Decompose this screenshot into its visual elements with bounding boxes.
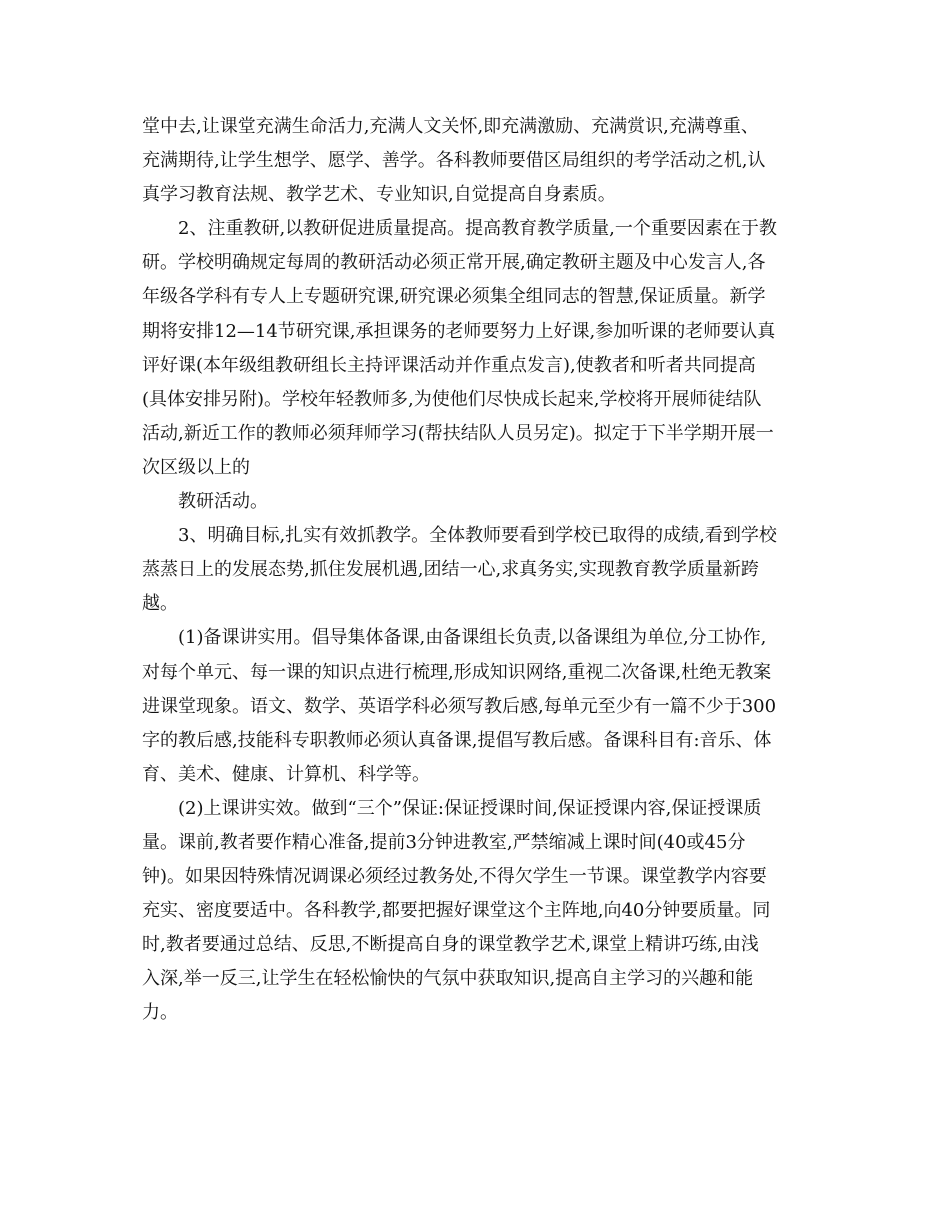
text-line: 堂中去,让课堂充满生命活力,充满人文关怀,即充满激励、充满赏识,充满尊重、 — [142, 116, 759, 137]
text-line: 充满期待,让学生想学、愿学、善学。各科教师要借区局组织的考学活动之机,认 — [142, 150, 766, 172]
text-line: 评好课(本年级组教研组长主持评课活动并作重点发言),使教者和听者共同提高 — [142, 354, 756, 376]
text-line: 期将安排12—14节研究课,承担课务的老师要努力上好课,参加听课的老师要认真 — [142, 320, 776, 342]
text-line: (2)上课讲实效。做到“三个”保证:保证授课时间,保证授课内容,保证授课质 — [178, 797, 762, 819]
text-line: 进课堂现象。语文、数学、英语学科必须写教后感,每单元至少有一篇不少于300 — [142, 695, 777, 717]
text-line: 钟)。如果因特殊情况调课必须经过教务处,不得欠学生一节课。课堂教学内容要 — [142, 866, 767, 888]
text-line: 年级各学科有专人上专题研究课,研究课必须集全组同志的智慧,保证质量。新学 — [142, 286, 766, 308]
text-line: 入深,举一反三,让学生在轻松愉快的气氛中获取知识,提高自主学习的兴趣和能 — [142, 968, 754, 990]
text-line: 真学习教育法规、教学艺术、专业知识,自觉提高自身素质。 — [142, 184, 616, 206]
text-line: 时,教者要通过总结、反思,不断提高自身的课堂教学艺术,课堂上精讲巧练,由浅 — [142, 934, 759, 956]
text-line: 育、美术、健康、计算机、科学等。 — [142, 763, 430, 785]
text-line: 充实、密度要适中。各科教学,都要把握好课堂这个主阵地,向40分钟要质量。同 — [142, 900, 771, 922]
text-line: 2、注重教研,以教研促进质量提高。提高教育教学质量,一个重要因素在于教 — [178, 218, 777, 240]
text-line: 对每个单元、每一课的知识点进行梳理,形成知识网络,重视二次备课,杜绝无教案 — [142, 661, 772, 683]
text-line: 活动,新近工作的教师必须拜师学习(帮扶结队人员另定)。拟定于下半学期开展一 — [142, 422, 774, 444]
text-line: 蒸蒸日上的发展态势,抓住发展机遇,团结一心,求真务实,实现教育教学质量新跨 — [142, 559, 759, 581]
text-line: 研。学校明确规定每周的教研活动必须正常开展,确定教研主题及中心发言人,各 — [142, 252, 766, 274]
text-line: 教研活动。 — [178, 491, 268, 513]
text-line: (1)备课讲实用。倡导集体备课,由备课组长负责,以备课组为单位,分工协作, — [178, 627, 767, 649]
text-line: 字的教后感,技能科专职教师必须认真备课,提倡写教后感。备课科目有:音乐、体 — [142, 729, 772, 751]
text-line: 次区级以上的 — [142, 456, 250, 478]
text-line: 3、明确目标,扎实有效抓教学。全体教师要看到学校已取得的成绩,看到学校 — [178, 525, 777, 547]
text-line: 越。 — [142, 593, 178, 615]
text-line: 量。课前,教者要作精心准备,提前3分钟进教室,严禁缩减上课时间(40或45分 — [142, 831, 746, 853]
document-body — [142, 110, 814, 1031]
document-page — [142, 110, 814, 1031]
text-line: 力。 — [142, 1002, 178, 1024]
text-line: (具体安排另附)。学校年轻教师多,为使他们尽快成长起来,学校将开展师徒结队 — [142, 388, 762, 410]
